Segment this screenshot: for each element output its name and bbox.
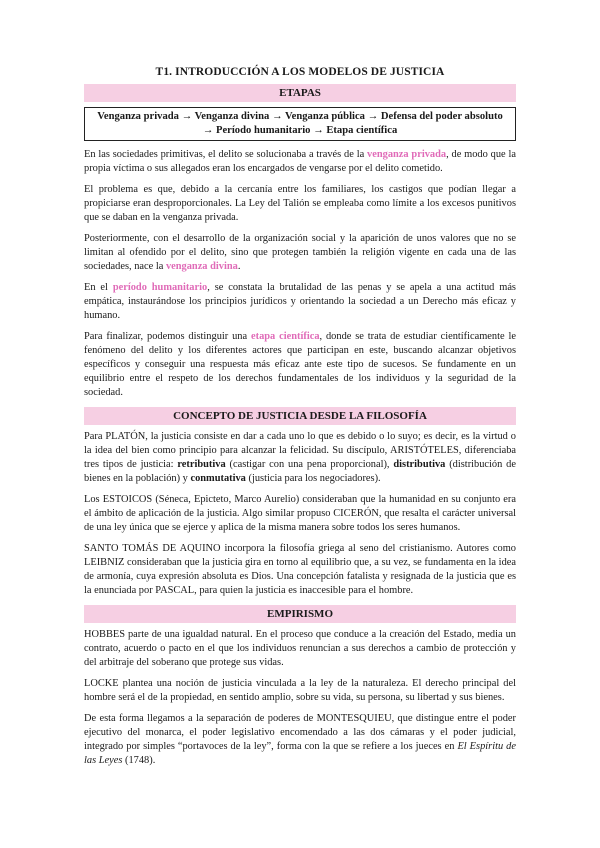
text: (1748). — [122, 755, 156, 766]
paragraph: Los ESTOICOS (Séneca, Epicteto, Marco Aurelio) consideraban que la humanidad en su conjunto era el ámbito de aplicación de la justicia. Algo similar propuso CICERÓN, que resalta el carácter universal de una ley única que se ejerce y aplica de la misma manera sobre todos los seres humanos. — [84, 494, 516, 533]
document-page — [84, 66, 516, 775]
text: , se constata la brutalidad de las penas y se apela a una actitud más empática, instaurándose los principios jurídicos y orientando la sociedad a un Derecho más eficaz y humano. — [84, 282, 516, 321]
text: (justicia para los negociadores). — [245, 473, 381, 484]
highlight-term: venganza divina — [165, 261, 238, 272]
highlight-term: venganza privada — [367, 149, 447, 160]
text: . — [237, 261, 241, 272]
section-heading-concepto: CONCEPTO DE JUSTICIA DESDE LA FILOSOFÍA — [84, 407, 516, 425]
text: En las sociedades primitivas, el delito se solucionaba a través de la — [84, 149, 368, 160]
paragraph: LOCKE plantea una noción de justicia vinculada a la ley de la naturaleza. El derecho principal del hombre será el de la propiedad, en sentido amplio, sobre su vida, su persona, su libertad y sus bienes. — [84, 678, 516, 703]
paragraph: HOBBES parte de una igualdad natural. En el proceso que conduce a la creación del Estado, media un contrato, acuerdo o pacto en el que los individuos renuncian a sus derechos a cambio de protección y del arbitraje del soberano que protege sus vidas. — [84, 629, 516, 668]
paragraph — [84, 281, 516, 323]
stages-line-2: → Período humanitario → Etapa científica — [202, 125, 398, 136]
paragraph: SANTO TOMÁS DE AQUINO incorpora la filosofía griega al seno del cristianismo. Autores como LEIBNIZ consideraban que la justicia gira en torno al equilibrio que, a su vez, se fundamenta en la idea de armonía, cuya expresión absoluta es Dios. Una concepción fatalista y resignada de la justicia que es la enunciada por PASCAL, para quien la justicia es inaccesible para el hombre. — [84, 543, 516, 596]
book-title: El Espíritu de las Leyes — [84, 741, 516, 766]
paragraph — [84, 330, 516, 400]
paragraph — [84, 430, 516, 486]
highlight-term: etapa científica — [251, 331, 320, 342]
document-title: T1. INTRODUCCIÓN A LOS MODELOS DE JUSTICIA — [155, 66, 445, 78]
section-heading-empirismo: EMPIRISMO — [84, 605, 516, 623]
bold-term: distributiva — [393, 459, 446, 470]
text: En el — [84, 282, 113, 293]
paragraph — [84, 232, 516, 274]
bold-term: conmutativa — [190, 473, 246, 484]
stages-line-1: Venganza privada → Venganza divina → Venganza pública → Defensa del poder absoluto — [97, 111, 503, 122]
text: De esta forma llegamos a la separación de poderes de MONTESQUIEU, que distingue entre el poder ejecutivo del monarca, el poder legislativo encomendado a las dos cámaras y el poder judicial, integrado por simples “portavoces de la ley”, forma con la que se refiere a los jueces en — [84, 713, 516, 752]
bold-term: retributiva — [177, 459, 226, 470]
paragraph — [84, 712, 516, 768]
section-heading-etapas: ETAPAS — [84, 84, 516, 102]
text: (castigar con una pena proporcional), — [225, 459, 394, 470]
text: Para PLATÓN, la justicia consiste en dar a cada uno lo que es debido o lo suyo; es decir, es la virtud o la idea del bien como principio para alcanzar la felicidad. Su discípulo, ARISTÓTELES, diferenciaba tres tipos de justicia: — [84, 431, 516, 470]
text: Para finalizar, podemos distinguir una — [84, 331, 251, 342]
paragraph: El problema es que, debido a la cercanía entre los familiares, los castigos que podían llegar a propiciarse eran desproporcionales. La Ley del Talión se empleaba como límite a los excesos punitivos que se daban en la venganza privada. — [84, 184, 516, 223]
paragraph — [84, 148, 516, 176]
highlight-term: período humanitario — [112, 282, 208, 293]
text: (distribución de bienes en la población) y — [84, 459, 516, 484]
text: , donde se trata de estudiar científicamente le fenómeno del delito y los diferentes actores que participan en este, buscando alcanzar objetivos específicos y conseguir una respuesta más eficaz ante este tipo de sucesos. Se fundamente en un equilibrio entre el respeto de los derechos fundamentales de los individuos y la seguridad de la sociedad. — [84, 331, 516, 398]
text: , de modo que la propia víctima o sus allegados eran los encargados de vengarse por el delito cometido. — [84, 149, 516, 174]
text: Posteriormente, con el desarrollo de la organización social y la aparición de unos valores que no se limitan al ofendido por el delito, sino que protegen también la religión vigente en cada una de las sociedades, nace la — [84, 233, 516, 272]
stages-box — [84, 107, 516, 141]
